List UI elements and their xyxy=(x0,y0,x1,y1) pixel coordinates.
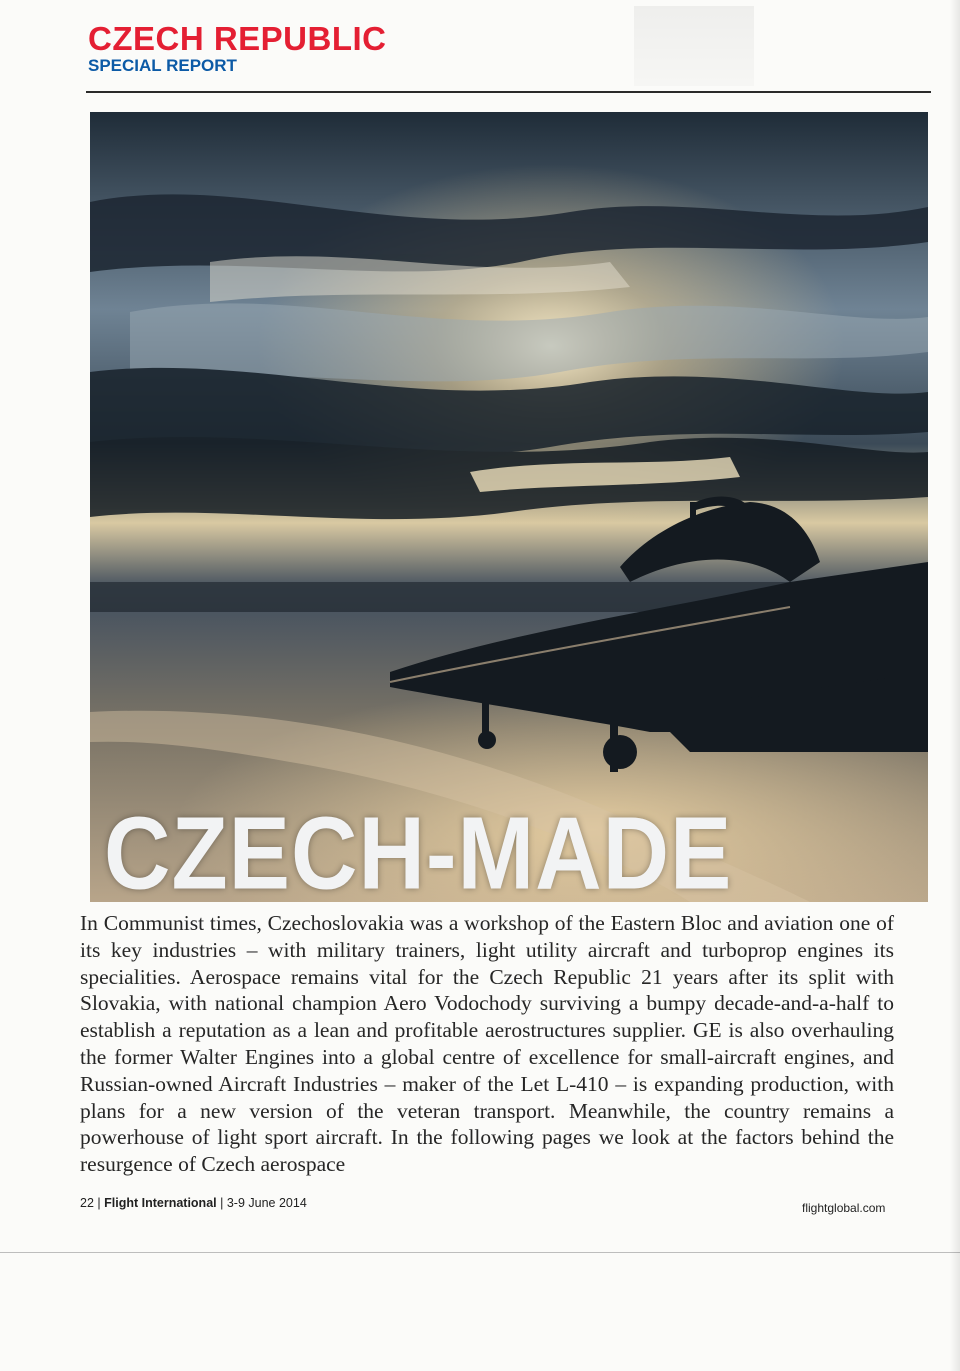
section-title: CZECH REPUBLIC xyxy=(88,20,387,57)
header-divider xyxy=(86,91,931,93)
page-footer-left xyxy=(80,1196,307,1210)
website-url: flightglobal.com xyxy=(802,1201,886,1215)
page-edge-shadow xyxy=(950,0,960,1371)
page-edge-line xyxy=(0,1252,960,1253)
section-subtitle: SPECIAL REPORT xyxy=(88,56,237,75)
page-number: 22 xyxy=(80,1196,94,1210)
magazine-name: Flight International xyxy=(104,1196,217,1210)
section-header xyxy=(88,22,387,76)
footer-separator: | xyxy=(97,1196,101,1210)
sunset-jet-illustration xyxy=(90,112,928,902)
issue-date: 3-9 June 2014 xyxy=(226,1196,307,1210)
footer-separator-2: | xyxy=(220,1196,224,1210)
hero-photo xyxy=(90,112,928,902)
paper-bleed-through xyxy=(634,6,754,86)
article-standfirst: In Communist times, Czechoslovakia was a workshop of the Eastern Bloc and aviation one of its key industries – with military trainers, light utility aircraft and turboprop engines its specialities. Aerospace remains vital for the Czech Republic 21 years after its split with Slovakia, with national champion Aero Vodochody surviving a bumpy decade-and-a-half to establish a reputation as a lean and profitable aerostructures supplier. GE is also overhauling the former Walter Engines into a global centre of excellence for small-aircraft engines, and Russian-owned Aircraft Industries – maker of the Let L-410 – is expanding production, with plans for a new version of the veteran transport. Meanwhile, the country remains a powerhouse of light sport aircraft. In the following pages we look at the factors behind the resurgence of Czech aerospace xyxy=(80,911,894,1177)
article-headline: CZECH-MADE xyxy=(104,796,733,911)
